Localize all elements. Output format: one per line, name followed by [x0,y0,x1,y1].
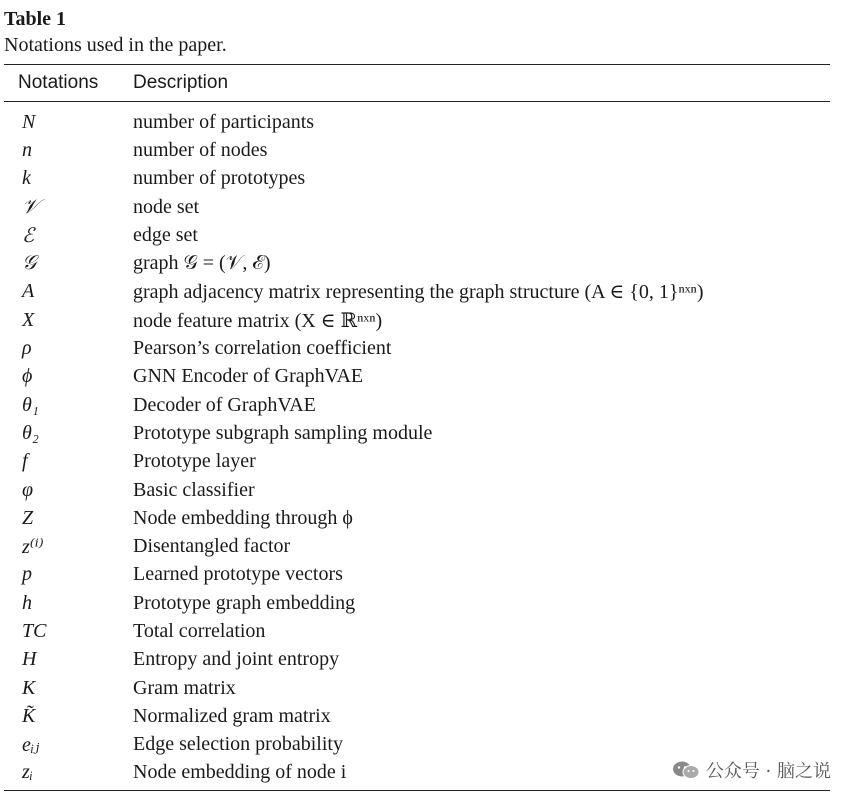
table-label: Table 1 [4,8,67,30]
description-cell: node feature matrix (X ∈ ℝⁿˣⁿ) [133,309,383,332]
table-row [4,306,830,334]
bottom-rule [4,790,830,791]
notation-cell: 𝒱 [22,195,39,218]
description-cell: Gram matrix [133,676,236,699]
notation-cell: A [22,280,35,303]
table-header-row [4,65,830,101]
notation-cell: ϕ [22,365,33,388]
notation-cell: k [22,167,31,190]
description-cell: graph 𝒢 = (𝒱, ℰ) [133,252,271,275]
table-row [4,646,830,674]
notation-cell: eᵢⱼ [22,734,40,757]
header-notations: Notations [18,72,99,93]
description-cell: Pearson’s correlation coefficient [133,337,392,360]
table-row [4,363,830,391]
notation-cell: zᵢ [22,761,33,784]
description-cell: GNN Encoder of GraphVAE [133,365,364,388]
description-cell: node set [133,195,200,218]
notation-cell: K [22,676,36,699]
table-row [4,108,830,136]
notation-cell: X [22,308,35,331]
description-cell: edge set [133,223,198,246]
description-cell: Edge selection probability [133,733,343,756]
description-cell: Entropy and joint entropy [133,648,340,671]
notation-cell: h [22,591,32,614]
table-row [4,532,830,560]
notation-cell: f [22,450,28,473]
watermark-text: 公众号 · 脑之说 [705,761,831,782]
description-cell: Prototype subgraph sampling module [133,421,433,444]
notation-cell: 𝒢 [22,252,37,275]
table-row [4,617,830,645]
description-cell: Prototype graph embedding [133,591,356,614]
description-cell: Total correlation [133,619,266,642]
notation-cell: N [22,110,36,133]
notation-cell: θ₁ [22,393,39,416]
description-cell: Normalized gram matrix [133,704,331,727]
notation-cell: n [22,138,32,161]
table-row [4,561,830,589]
table-row [4,221,830,249]
notation-cell: z⁽ⁱ⁾ [22,536,44,559]
table-row [4,504,830,532]
notation-cell: K̃ [22,704,36,727]
table-row [4,278,830,306]
description-cell: Node embedding through ϕ [133,506,353,529]
watermark [668,757,835,783]
notation-cell: Z [22,506,34,529]
header-description: Description [133,72,229,93]
table-row [4,136,830,164]
description-cell: Prototype layer [133,450,256,473]
table-row [4,702,830,730]
wechat-icon [672,760,700,780]
description-cell: number of prototypes [133,167,306,190]
paper-table [4,6,830,787]
table-caption: Notations used in the paper. [4,34,227,56]
notation-cell: θ₂ [22,421,39,444]
table-row [4,589,830,617]
description-cell: Learned prototype vectors [133,563,343,586]
description-cell: Node embedding of node i [133,761,347,784]
description-cell: number of participants [133,110,315,133]
table-row [4,334,830,362]
notation-cell: φ [22,478,34,501]
notation-cell: ℰ [22,224,35,247]
table-row [4,674,830,702]
table-row [4,249,830,277]
description-cell: Decoder of GraphVAE [133,393,316,416]
notation-cell: p [22,563,32,586]
table-row [4,731,830,759]
table-row [4,448,830,476]
table-row [4,476,830,504]
description-cell: graph adjacency matrix representing the graph structure (A ∈ {0, 1}ⁿˣⁿ) [133,281,704,304]
description-cell: Disentangled factor [133,535,291,558]
notation-cell: H [22,648,37,671]
table-row [4,419,830,447]
notation-cell: TC [22,619,47,642]
description-cell: number of nodes [133,138,268,161]
table-row [4,165,830,193]
table-row [4,391,830,419]
notation-cell: ρ [22,337,32,360]
table-body [4,102,830,787]
description-cell: Basic classifier [133,478,255,501]
table-row [4,193,830,221]
